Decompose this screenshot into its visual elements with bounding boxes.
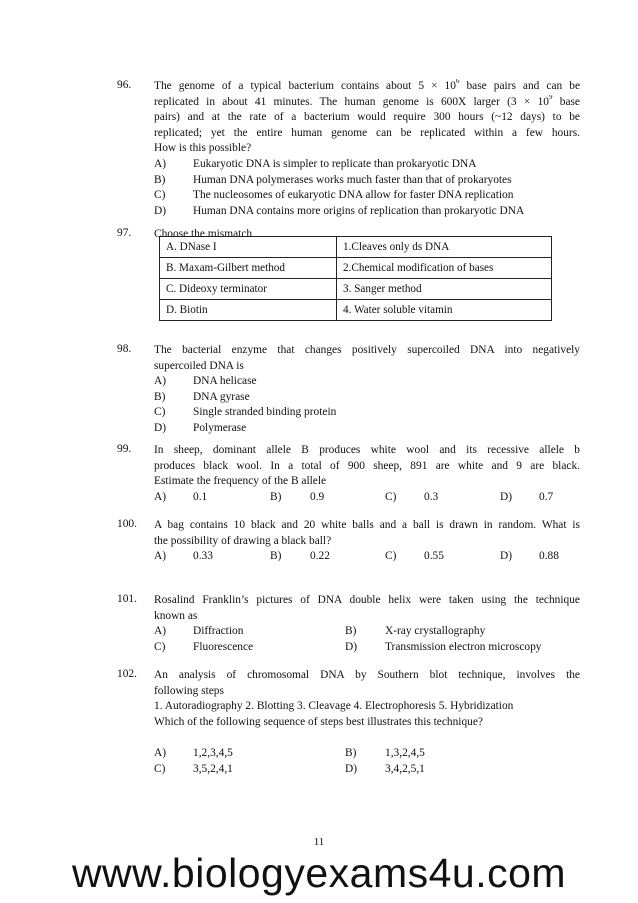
option-b: 1,3,2,4,5 (385, 746, 425, 759)
option-label: B) (270, 490, 282, 503)
option-a: Diffraction (193, 625, 244, 638)
option-label: D) (345, 762, 358, 775)
table-cell: 4. Water soluble vitamin (337, 300, 552, 321)
text-line: A bag contains 10 black and 20 white balls and a ball is drawn in random. What is (154, 519, 580, 531)
options-row (154, 746, 580, 762)
option-c: 3,5,2,4,1 (193, 762, 233, 775)
website-watermark: www.biologyexams4u.com (71, 850, 567, 896)
text-line: replicated; yet the entire human genome can be replicated within a few hours. (154, 126, 580, 139)
option-d: D) Human DNA contains more origins of replication than prokaryotic DNA (154, 204, 525, 217)
option-a: 1,2,3,4,5 (193, 746, 233, 759)
text-line: replicated in about 41 minutes. The human genome is 600X larger ($3 \times 10^9$ base (154, 94, 580, 108)
table-cell: D. Biotin (160, 300, 337, 321)
text-line: Estimate the frequency of the B allele (154, 475, 327, 488)
page-number: 11 (313, 836, 325, 848)
option-c: C) Single stranded binding protein (154, 406, 337, 419)
option-label: D) (500, 490, 513, 503)
text-line: Which of the following sequence of steps best illustrates this technique? (154, 715, 483, 728)
question-text (154, 443, 580, 505)
options-row (154, 490, 580, 506)
option-label: A) (154, 490, 167, 503)
option-label: D) (500, 550, 513, 563)
option-b: X-ray crystallography (385, 625, 486, 638)
spacer (154, 730, 580, 746)
table-cell: B. Maxam-Gilbert method (160, 258, 337, 279)
question-text (154, 79, 580, 219)
option-a: A) Eukaryotic DNA is simpler to replicate than prokaryotic DNA (154, 157, 477, 170)
options-row (154, 640, 580, 656)
option-a: 0.1 (193, 490, 208, 503)
question-number: 97. (117, 227, 132, 239)
question-number: 96. (117, 79, 132, 91)
option-a: 0.33 (193, 550, 213, 563)
text-line: In sheep, dominant allele B produces white wool and its recessive allele b (154, 444, 580, 456)
options-row (154, 762, 580, 778)
question-text (154, 593, 580, 655)
option-c: Fluorescence (193, 640, 254, 653)
option-d: 0.88 (539, 550, 559, 563)
option-c: C) The nucleosomes of eukaryotic DNA allow for faster DNA replication (154, 189, 514, 202)
text-line: The genome of a typical bacterium contains about $5 \times 10^6$ base pairs and can be (154, 79, 580, 92)
question-text (154, 343, 580, 437)
option-b: 0.22 (310, 550, 330, 563)
table-row (160, 279, 552, 300)
question-number: 100. (117, 518, 137, 530)
option-d: Transmission electron microscopy (385, 640, 542, 653)
text-line: the possibility of drawing a black ball? (154, 534, 332, 547)
options-row (154, 549, 580, 565)
table-cell: 2.Chemical modification of bases (337, 258, 552, 279)
question-text (154, 668, 580, 777)
table-cell: 1.Cleaves only ds DNA (337, 237, 552, 258)
option-d: 3,4,2,5,1 (385, 762, 425, 775)
table-cell: 3. Sanger method (337, 279, 552, 300)
option-b: B) DNA gyrase (154, 390, 250, 403)
question-text (154, 518, 580, 565)
option-label: C) (154, 762, 166, 775)
text-line: Rosalind Franklin’s pictures of DNA double helix were taken using the technique (154, 594, 580, 606)
option-label: B) (270, 550, 282, 563)
option-label: C) (385, 550, 397, 563)
question-number: 99. (117, 443, 132, 455)
text-line: supercoiled DNA is (154, 359, 244, 372)
text-line: The bacterial enzyme that changes positively supercoiled DNA into negatively (154, 344, 580, 356)
option-d: D) Polymerase (154, 421, 247, 434)
option-label: A) (154, 550, 167, 563)
option-b: 0.9 (310, 490, 325, 503)
table-cell: A. DNase I (160, 237, 337, 258)
option-label: B) (345, 746, 357, 759)
text-line: How is this possible? (154, 142, 252, 155)
table-row (160, 237, 552, 258)
question-number: 101. (117, 593, 137, 605)
option-label: A) (154, 625, 167, 638)
option-label: C) (154, 640, 166, 653)
mismatch-table (159, 236, 552, 321)
table-row (160, 300, 552, 321)
option-label: B) (345, 625, 357, 638)
question-number: 98. (117, 343, 132, 355)
table-row (160, 258, 552, 279)
option-c: 0.55 (424, 550, 444, 563)
option-label: C) (385, 490, 397, 503)
text-line: An analysis of chromosomal DNA by Southern blot technique, involves the (154, 669, 580, 681)
text-line: Choose the mismatch (154, 228, 253, 240)
text-line: known as (154, 609, 198, 622)
question-number: 102. (117, 668, 137, 680)
option-a: A) DNA helicase (154, 375, 257, 388)
option-label: A) (154, 746, 167, 759)
text-line: pairs) and at the rate of a bacterium would require 300 hours (~12 days) to be (154, 111, 580, 124)
option-d: 0.7 (539, 490, 554, 503)
option-label: D) (345, 640, 358, 653)
options-row (154, 624, 580, 640)
option-c: 0.3 (424, 490, 439, 503)
text-line: 1. Autoradiography 2. Blotting 3. Cleavage 4. Electrophoresis 5. Hybridization (154, 700, 514, 713)
text-line: produces black wool. In a total of 900 sheep, 891 are white and 9 are black. (154, 459, 580, 472)
table-cell: C. Dideoxy terminator (160, 279, 337, 300)
option-b: B) Human DNA polymerases works much faster than that of prokaryotes (154, 173, 512, 186)
text-line: following steps (154, 684, 224, 697)
